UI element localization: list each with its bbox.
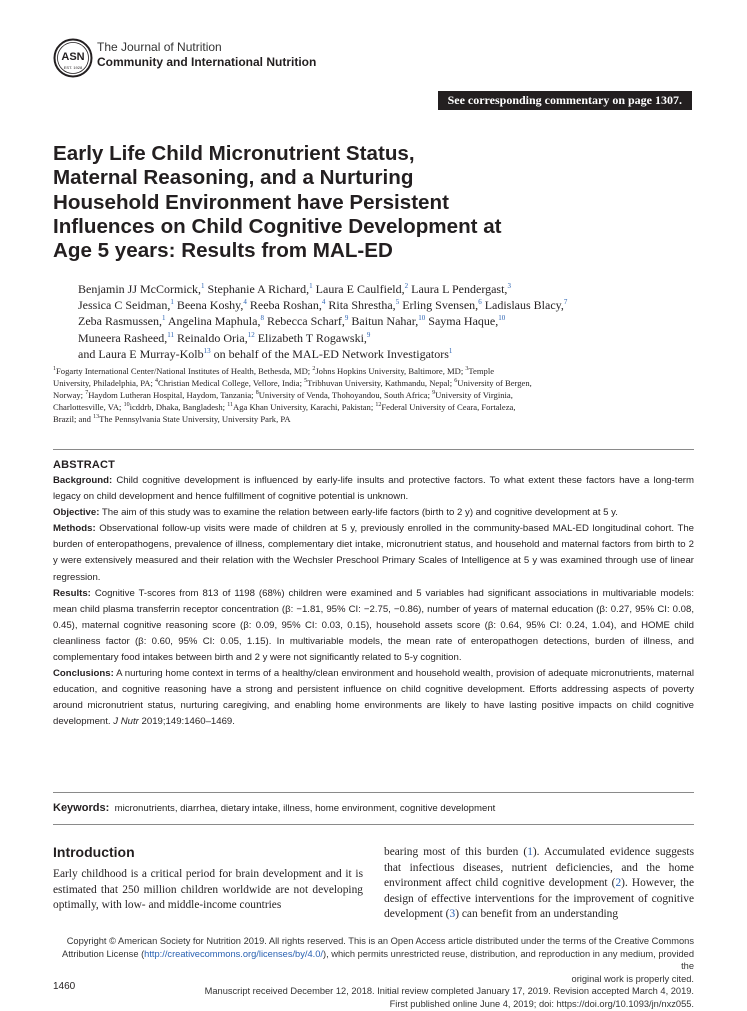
affiliation-ref[interactable]: 1	[170, 298, 174, 307]
abstract-section-label: Conclusions:	[53, 668, 114, 680]
title-line: Maternal Reasoning, and a Nurturing	[53, 166, 414, 190]
logo-est: EST. 1928	[63, 65, 83, 70]
affiliation-number: 9	[432, 390, 436, 397]
affiliation-number: 10	[123, 402, 130, 409]
author-name[interactable]: Erling Svensen,	[399, 298, 479, 313]
copyright-line: Attribution License (http://creativecommons.org/licenses/by/4.0/), which permits unrestricted reuse, distribution, and reproduction in any medium, provided the	[62, 948, 694, 972]
author-list	[78, 281, 678, 362]
author-line	[78, 297, 678, 313]
title-line: Age 5 years: Results from MAL-ED	[53, 239, 393, 263]
affiliation-ref[interactable]: 7	[563, 298, 568, 307]
author-name[interactable]: Laura L Pendergast,	[408, 282, 508, 296]
affiliation-number: 7	[85, 390, 89, 397]
license-link[interactable]: http://creativecommons.org/licenses/by/4.0/	[144, 948, 323, 959]
author-name[interactable]: on behalf of the MAL-ED Network Investigators	[210, 346, 449, 361]
intro-left-text: Early childhood is a critical period for brain development and it is estimated that 250 million children worldwide are not developing optimally, with low- and middle-income countries	[53, 868, 363, 912]
affiliation-number: 1	[53, 366, 56, 373]
keywords-bottom-rule	[53, 824, 694, 825]
author-name[interactable]: Zeba Rasmussen,	[78, 314, 162, 329]
affiliation-line: Charlottesville, VA; $^{10}$icddrb, Dhaka, Bangladesh; $^{11}$Aga Khan University, Karachi, Pakistan; $^{12}$Federal University of Ceara, Fortaleza,	[53, 402, 516, 412]
abstract-section-label: Background:	[53, 475, 113, 486]
affiliation-ref[interactable]: 4	[243, 298, 247, 307]
abstract-body	[53, 473, 694, 731]
affiliation-ref[interactable]: 9	[366, 330, 371, 339]
keywords-text: micronutrients, diarrhea, dietary intake, illness, home environment, cognitive development	[114, 803, 496, 814]
affiliation-number: 3	[465, 366, 469, 373]
affiliation-line: Norway; $^7$Haydom Lutheran Hospital, Haydom, Tanzania; $^8$University of Venda, Thohoyandou, South Africa; $^9$University of Virginia,	[53, 390, 513, 400]
intro-left-column	[53, 867, 363, 914]
intro-right-column	[384, 845, 694, 923]
author-name[interactable]: Sayma Haque,	[425, 314, 499, 329]
author-name[interactable]: and Laura E Murray-Kolb	[78, 346, 204, 361]
affiliation-number: 2	[312, 366, 316, 373]
abstract-section-text: Cognitive T-scores from 813 of 1198 (68%) children were examined and 5 variables had significant associations in multivariable models: mean child plasma transferrin receptor concentration (β: −1.81, 95% CI: −2.75, −0.86), number of years of maternal education (β: 0.27, 95% CI: 0.08, 0.45), maternal cognitive reasoning score (β: 0.09, 95% CI: 0.03, 0.15), household assets score (β: 0.64, 95% CI: 0.24, 1.04), and HOME child cleanliness factor (β: 0.60, 95% CI: 0.05, 1.15). In multivariable models, the mean rate of enteropathogen detections, burden of illness, and complementary food intakes between birth and 2 y were not significantly related to 5-y cognition.	[53, 587, 694, 664]
affiliation-ref[interactable]: 2	[404, 282, 409, 290]
reference-link[interactable]: 1	[527, 846, 533, 858]
affiliation-number: 4	[155, 378, 159, 385]
abstract-section	[53, 666, 694, 730]
title-line: Influences on Child Cognitive Development at	[53, 214, 502, 238]
section-name: Community and International Nutrition	[97, 55, 317, 69]
author-name[interactable]: Reeba Roshan,	[246, 298, 322, 313]
author-name[interactable]: Beena Koshy,	[173, 298, 244, 313]
citation-journal: J Nutr	[113, 716, 139, 728]
author-name[interactable]: Rebecca Scharf,	[263, 314, 345, 329]
title-line: Household Environment have Persistent	[53, 190, 449, 214]
author-name[interactable]: Ladislaus Blacy,	[481, 298, 564, 313]
author-name[interactable]: Jessica C Seidman,	[78, 298, 171, 313]
keywords-label: Keywords:	[53, 802, 110, 814]
author-name[interactable]: Laura E Caulfield,	[312, 282, 405, 296]
abstract-section-text: Child cognitive development is influenced by early-life insults and protective factors. To what extent these factors have a long-term legacy on child development and hence fulfillment of cognitive potential is unknown.	[53, 475, 694, 503]
abstract-top-rule	[53, 449, 694, 450]
reference-link[interactable]: 2	[615, 877, 622, 890]
citation-rest: 2019;149:1460–1469.	[141, 716, 235, 728]
abstract-section	[53, 505, 694, 521]
affiliation-ref[interactable]: 3	[507, 282, 511, 290]
affiliation-number: 6	[454, 378, 458, 385]
keywords	[53, 802, 495, 814]
affiliation-ref[interactable]: 1	[161, 314, 166, 323]
affiliation-ref[interactable]: 5	[395, 298, 400, 307]
author-line	[78, 330, 678, 346]
author-line	[78, 281, 678, 297]
author-name[interactable]: Muneera Rasheed,	[78, 330, 168, 345]
copyright-block	[53, 935, 694, 1011]
author-line	[78, 346, 678, 362]
affiliations	[53, 365, 693, 425]
author-line	[78, 313, 678, 329]
reference-link[interactable]: 3	[449, 908, 456, 921]
affiliation-number: 8	[255, 390, 259, 397]
copyright-line: Copyright © American Society for Nutrition 2019. All rights reserved. This is an Open Access article distributed under the terms of the Creative Commons	[66, 936, 694, 946]
keywords-top-rule	[53, 792, 694, 793]
affiliation-number: 11	[227, 402, 233, 409]
affiliation-ref[interactable]: 6	[478, 298, 482, 307]
doi-line[interactable]: First published online June 4, 2019; doi: https://doi.org/10.1093/jn/nxz055.	[389, 998, 694, 1009]
asn-logo-icon	[53, 38, 93, 78]
affiliation-number: 12	[375, 402, 382, 409]
affiliation-ref[interactable]: 1	[448, 346, 453, 355]
abstract-section-text: The aim of this study was to examine the relation between early-life factors (birth to 2 y) and cognitive development at 5 y.	[101, 507, 618, 519]
intro-heading: Introduction	[53, 844, 135, 860]
page-number: 1460	[53, 981, 76, 992]
abstract-section-label: Methods:	[53, 523, 96, 535]
affiliation-ref[interactable]: 12	[247, 330, 255, 339]
article-title	[53, 142, 703, 263]
affiliation-line: Brazil; and $^{13}$The Pennsylvania State University, University Park, PA	[53, 414, 291, 424]
affiliation-ref[interactable]: 1	[201, 282, 205, 290]
abstract-section-label: Results:	[53, 587, 91, 599]
affiliation-ref[interactable]: 10	[418, 314, 426, 323]
affiliation-line: University, Philadelphia, PA; $^4$Christian Medical College, Vellore, India; $^5$Tribhuvan University, Kathmandu, Nepal; $^6$University of Bergen,	[53, 378, 532, 388]
abstract-section	[53, 473, 694, 505]
author-name[interactable]: Stephanie A Richard,	[204, 282, 310, 296]
affiliation-ref[interactable]: 11	[167, 330, 175, 339]
abstract-section	[53, 586, 694, 666]
copyright-line: original work is properly cited.	[571, 973, 694, 984]
logo-text: ASN	[61, 51, 85, 63]
affiliation-ref[interactable]: 9	[344, 314, 349, 323]
author-name[interactable]: Baitun Nahar,	[348, 314, 419, 329]
abstract-section-text: Observational follow-up visits were made of children at 5 y, previously enrolled in the community-based MAL-ED longitudinal cohort. The burden of enteropathogens, prevalence of illness, complementary diet intake, micronutrient status, and household and maternal factors from birth to 2 y were extensively measured and their relation with the Wechsler Preschool Primary Scales of Intelligence at 5 y was examined through use of linear regression.	[53, 523, 694, 583]
abstract-section-label: Objective:	[53, 507, 100, 519]
commentary-note[interactable]: See corresponding commentary on page 1307.	[438, 91, 692, 110]
affiliation-ref[interactable]: 8	[260, 314, 264, 323]
affiliation-ref[interactable]: 4	[321, 298, 326, 307]
author-name[interactable]: Reinaldo Oria,	[174, 330, 248, 345]
affiliation-number: 13	[93, 414, 100, 421]
abstract-section-text: A nurturing home context in terms of a healthy/clean environment and household wealth, provision of adequate micronutrients, maternal education, and cognitive reasoning have a strong and persistent influence on child cognitive development. Efforts addressing aspects of poverty around micronutrient status, nurturing caregiving, and enabling home environments are likely to have lasting positive impacts on child cognitive development.	[53, 668, 694, 728]
abstract-section	[53, 521, 694, 585]
author-name[interactable]: Rita Shrestha,	[325, 298, 396, 313]
affiliation-number: 5	[304, 378, 308, 385]
manuscript-dates: Manuscript received December 12, 2018. Initial review completed January 17, 2019. Revision accepted March 4, 2019.	[204, 986, 694, 997]
journal-name: The Journal of Nutrition	[97, 40, 222, 54]
intro-right-text: bearing most of this burden (1). Accumulated evidence suggests that infectious diseases, nutrient deficiencies, and the home environment affect child cognitive development (2). However, the design of effective interventions for the improvement of cognitive development (3) can benefit from an understanding	[384, 846, 695, 921]
affiliation-line: $^1$Fogarty International Center/National Institutes of Health, Bethesda, MD; $^2$Johns Hopkins University, Baltimore, MD; $^3$Temple	[53, 366, 495, 376]
abstract-heading: ABSTRACT	[53, 459, 116, 471]
author-name[interactable]: Benjamin JJ McCormick,	[78, 282, 201, 296]
author-name[interactable]: Elizabeth T Rogawski,	[254, 330, 367, 345]
affiliation-ref[interactable]: 10	[498, 314, 506, 323]
title-line: Early Life Child Micronutrient Status,	[53, 142, 415, 165]
affiliation-ref[interactable]: 13	[203, 346, 211, 355]
author-name[interactable]: Angelina Maphula,	[165, 314, 261, 329]
affiliation-ref[interactable]: 1	[309, 282, 313, 290]
